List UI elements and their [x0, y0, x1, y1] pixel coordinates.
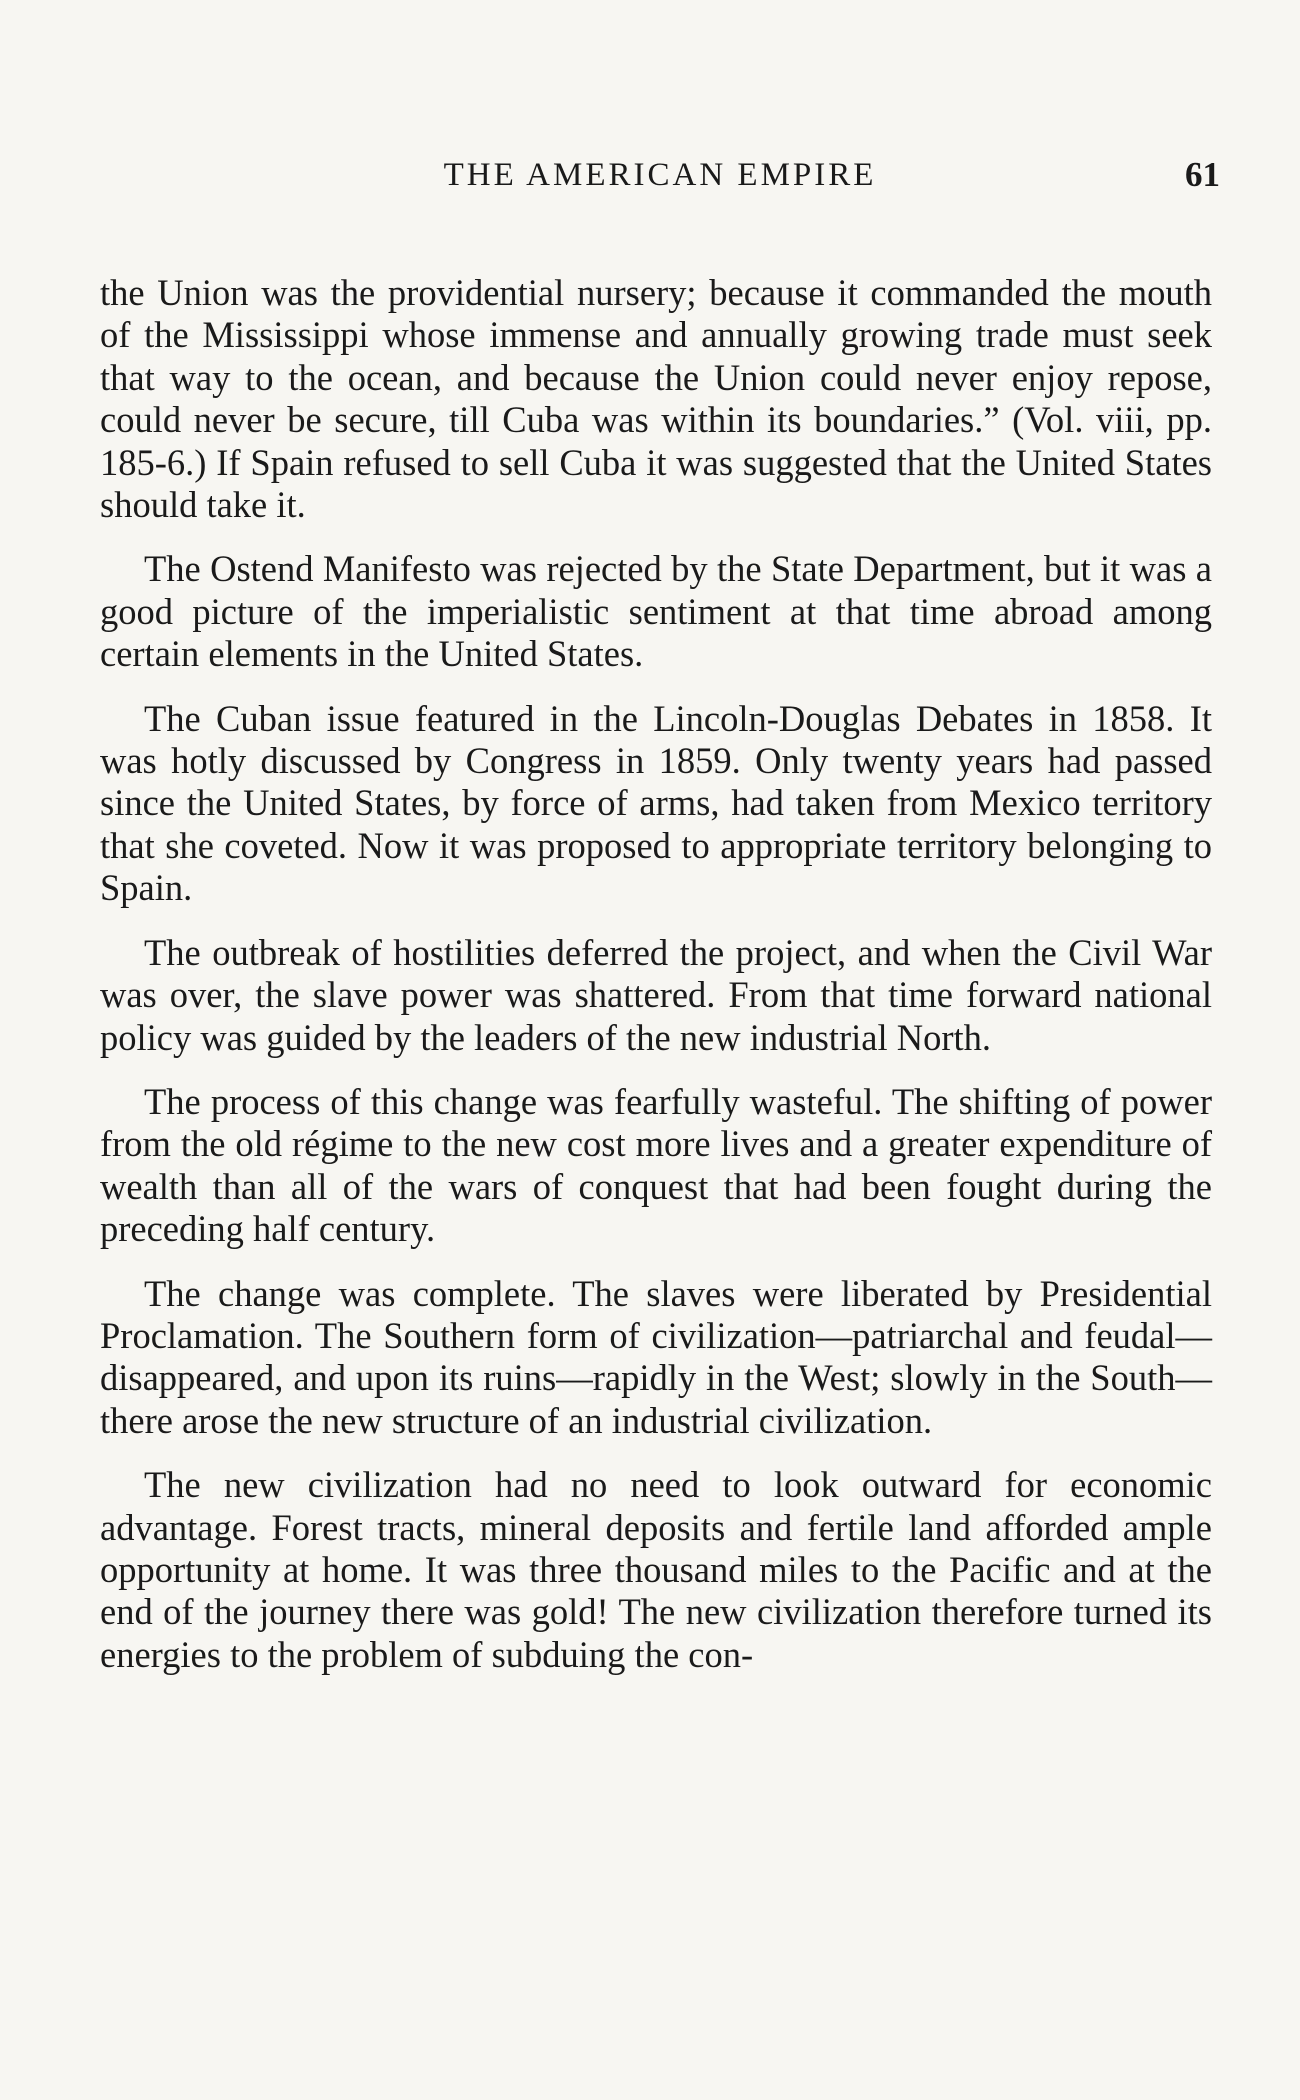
- paragraph-1: the Union was the providential nursery; because it commanded the mouth of the Mississippi whose immense and annually growing trade must seek that way to the ocean, and because the Union could never enjoy repose, could never be secure, till Cuba was within its boundaries.” (Vol. viii, pp. 185-6.) If Spain refused to sell Cuba it was suggested that the United States should take it.: [100, 272, 1212, 526]
- paragraph-3: The Cuban issue featured in the Lincoln-Douglas Debates in 1858. It was hotly discussed by Congress in 1859. Only twenty years had passed since the United States, by force of arms, had taken from Mexico territory that she coveted. Now it was proposed to appropriate territory belonging to Spain.: [100, 697, 1212, 909]
- running-title: THE AMERICAN EMPIRE: [443, 157, 877, 193]
- paragraph-6: The change was complete. The slaves were liberated by Presidential Proclamation. The Southern form of civilization—patriarchal and feudal—disappeared, and upon its ruins—rapidly in the West; slowly in the South—there arose the new structure of an industrial civilization.: [100, 1272, 1212, 1441]
- body-text: [100, 272, 1212, 1698]
- paragraph-5: The process of this change was fearfully wasteful. The shifting of power from the old régime to the new cost more lives and a greater expenditure of wealth than all of the wars of conquest that had been fought during the preceding half century.: [100, 1080, 1212, 1250]
- paragraph-7: The new civilization had no need to look outward for economic advantage. Forest tracts, mineral deposits and fertile land afforded ample opportunity at home. It was three thousand miles to the Pacific and at the end of the journey there was gold! The new civilization therefore turned its energies to the problem of subduing the con-: [100, 1464, 1212, 1675]
- paragraph-2: The Ostend Manifesto was rejected by the State Department, but it was a good picture of the imperialistic sentiment at that time abroad among certain elements in the United States.: [100, 548, 1212, 675]
- page-number: 61: [1185, 155, 1220, 194]
- paragraph-4: The outbreak of hostilities deferred the project, and when the Civil War was over, the slave power was shattered. From that time forward national policy was guided by the leaders of the new industrial North.: [100, 931, 1212, 1058]
- running-head: [100, 150, 1220, 200]
